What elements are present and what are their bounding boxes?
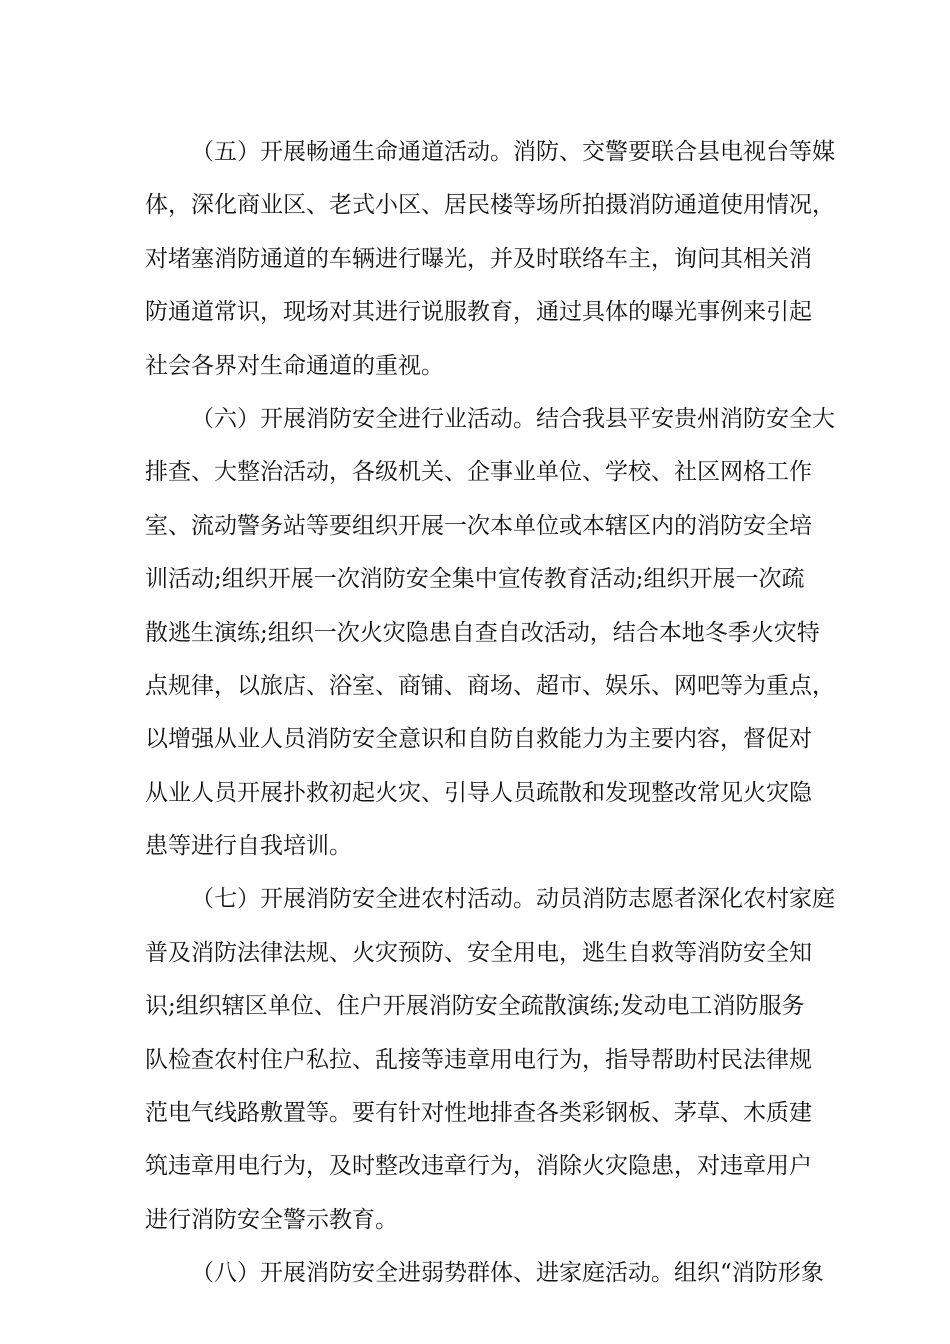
text-line: 队检查农村住户私拉、乱接等违章用电行为，指导帮助村民法律规 bbox=[145, 1046, 812, 1073]
text-line: 识;组织辖区单位、住户开展消防安全疏散演练;发动电工消防服务 bbox=[145, 993, 805, 1020]
text-line: （八）开展消防安全进弱势群体、进家庭活动。组织“消防形象 bbox=[191, 1260, 824, 1287]
text-line: 筑违章用电行为，及时整改违章行为，消除火灾隐患，对违章用户 bbox=[145, 1153, 812, 1180]
paragraph-8 bbox=[145, 1247, 824, 1300]
text-line: 普及消防法律法规、火灾预防、安全用电，逃生自救等消防安全知 bbox=[145, 939, 812, 966]
text-line: 训活动;组织开展一次消防安全集中宣传教育活动;组织开展一次疏 bbox=[145, 566, 805, 593]
text-line: 点规律，以旅店、浴室、商铺、商场、超市、娱乐、网吧等为重点， bbox=[145, 672, 835, 699]
text-line: （六）开展消防安全进行业活动。结合我县平安贵州消防安全大 bbox=[191, 405, 835, 432]
text-line: （七）开展消防安全进农村活动。动员消防志愿者深化农村家庭 bbox=[191, 886, 835, 913]
text-line: 范电气线路敷置等。要有针对性地排查各类彩钢板、茅草、木质建 bbox=[145, 1100, 812, 1127]
paragraph-5 bbox=[145, 126, 835, 393]
text-line: 社会各界对生命通道的重视。 bbox=[145, 352, 444, 379]
text-line: 对堵塞消防通道的车辆进行曝光，并及时联络车主，询问其相关消 bbox=[145, 245, 812, 272]
paragraph-7 bbox=[145, 873, 835, 1247]
document-body bbox=[145, 126, 835, 1301]
text-line: 以增强从业人员消防安全意识和自防自救能力为主要内容，督促对 bbox=[145, 726, 812, 753]
text-line: 防通道常识，现场对其进行说服教育，通过具体的曝光事例来引起 bbox=[145, 299, 812, 326]
text-line: 体，深化商业区、老式小区、居民楼等场所拍摄消防通道使用情况， bbox=[145, 192, 835, 219]
text-line: 患等进行自我培训。 bbox=[145, 833, 352, 860]
text-line: 散逃生演练;组织一次火灾隐患自查自改活动，结合本地冬季火灾特 bbox=[145, 619, 820, 646]
text-line: （五）开展畅通生命通道活动。消防、交警要联合县电视台等媒 bbox=[191, 139, 835, 165]
text-line: 排查、大整治活动，各级机关、企事业单位、学校、社区网格工作 bbox=[145, 459, 812, 486]
text-line: 进行消防安全警示教育。 bbox=[145, 1206, 398, 1233]
text-line: 室、流动警务站等要组织开展一次本单位或本辖区内的消防安全培 bbox=[145, 512, 812, 539]
text-line: 从业人员开展扑救初起火灾、引导人员疏散和发现整改常见火灾隐 bbox=[145, 779, 812, 806]
paragraph-6 bbox=[145, 393, 835, 874]
